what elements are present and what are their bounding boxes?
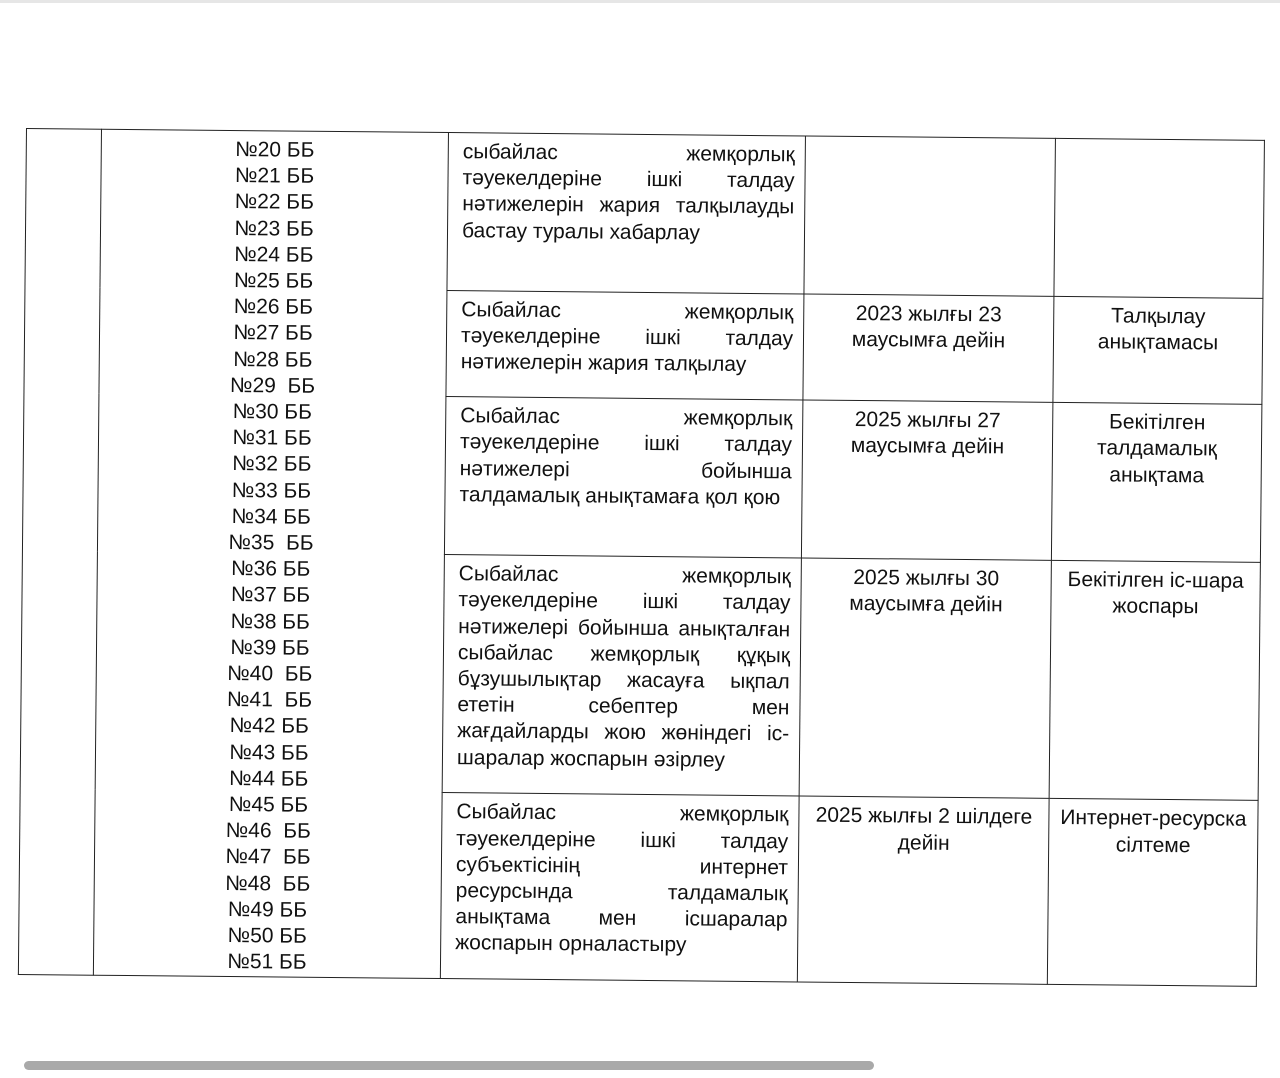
deadline-cell: 2025 жылғы 27 маусымға дейін	[801, 400, 1053, 560]
result-document-cell: Интернет-ресурска сілтеме	[1047, 799, 1258, 986]
organization-ids-cell	[93, 129, 448, 978]
org-id: №50 ББ	[227, 924, 308, 948]
org-id: №41 ББ	[226, 688, 313, 713]
org-id: №20 ББ	[235, 138, 315, 162]
org-id: №45 ББ	[228, 793, 309, 817]
org-id: №26 ББ	[233, 295, 314, 319]
action-description-cell: Сыбайлас жемқорлық тәуекелдеріне ішкі талдау субъектісінің интернет ресурсында талдамалық анықтама мен ісшаралар жоспарын орналастыру	[440, 793, 799, 982]
result-document-cell: Бекітілген іс-шара жоспары	[1049, 561, 1260, 801]
action-description-cell: сыбайлас жемқорлық тәуекелдеріне ішкі талдау нәтижелерін жария талқылауды бастау туралы хабарлау	[447, 133, 806, 294]
action-description-cell: Сыбайлас жемқорлық тәуекелдеріне ішкі талдау нәтижелері бойынша анықталған сыбайлас жемқорлық құқық бұзушылықтар жасауға ықпал ететін себептер мен жағдайларды жою жөніндегі іс-шаралар жоспарын әзірлеу	[442, 555, 801, 797]
deadline-cell	[804, 136, 1056, 296]
deadline-cell: 2025 жылғы 2 шілдеге дейін	[797, 796, 1049, 984]
org-id: №47 ББ	[225, 845, 311, 870]
org-id: №44 ББ	[228, 766, 309, 791]
org-id: №38 ББ	[230, 609, 311, 634]
action-description-cell: Сыбайлас жемқорлық тәуекелдеріне ішкі талдау нәтижелерін жария талқылау	[446, 291, 804, 400]
org-id: №46 ББ	[225, 819, 311, 844]
org-id: №40 ББ	[227, 662, 313, 686]
deadline-cell: 2025 жылғы 30 маусымға дейін	[799, 558, 1051, 799]
org-id: №22 ББ	[234, 190, 315, 215]
org-id: №39 ББ	[230, 635, 310, 660]
org-id: №36 ББ	[231, 557, 311, 581]
org-id: №21 ББ	[234, 164, 315, 188]
org-id: №29 ББ	[229, 373, 316, 398]
number-column-cell	[18, 129, 101, 975]
org-id: №27 ББ	[233, 321, 313, 346]
document-table	[18, 128, 1265, 986]
table-row	[25, 129, 1264, 299]
org-id: №49 ББ	[227, 897, 308, 922]
scrollbar-thumb[interactable]	[24, 1061, 874, 1070]
org-id: №51 ББ	[227, 950, 307, 975]
org-id: №30 ББ	[232, 400, 313, 424]
org-id: №34 ББ	[231, 504, 312, 529]
org-id: №24 ББ	[234, 242, 314, 267]
result-document-cell: Бекітілген талдамалық анықтама	[1051, 403, 1262, 563]
org-id: №37 ББ	[230, 583, 311, 608]
org-id: №23 ББ	[234, 216, 314, 241]
org-id: №25 ББ	[233, 269, 314, 293]
org-id: №28 ББ	[233, 347, 313, 372]
org-id: №48 ББ	[225, 871, 311, 896]
org-id: №31 ББ	[232, 426, 312, 450]
page-top-edge	[0, 0, 1280, 3]
result-document-cell: Талқылау анықтамасы	[1053, 296, 1263, 404]
deadline-cell: 2023 жылғы 23 маусымға дейін	[803, 294, 1054, 402]
org-id: №43 ББ	[229, 740, 309, 765]
result-document-cell	[1054, 138, 1265, 298]
action-description-cell: Сыбайлас жемқорлық тәуекелдеріне ішкі талдау нәтижелері бойынша талдамалық анықтамаға қол қою	[444, 397, 803, 558]
org-id: №32 ББ	[232, 452, 312, 477]
org-id: №35 ББ	[228, 531, 314, 555]
org-id: №42 ББ	[229, 714, 310, 739]
org-id: №33 ББ	[231, 478, 312, 503]
